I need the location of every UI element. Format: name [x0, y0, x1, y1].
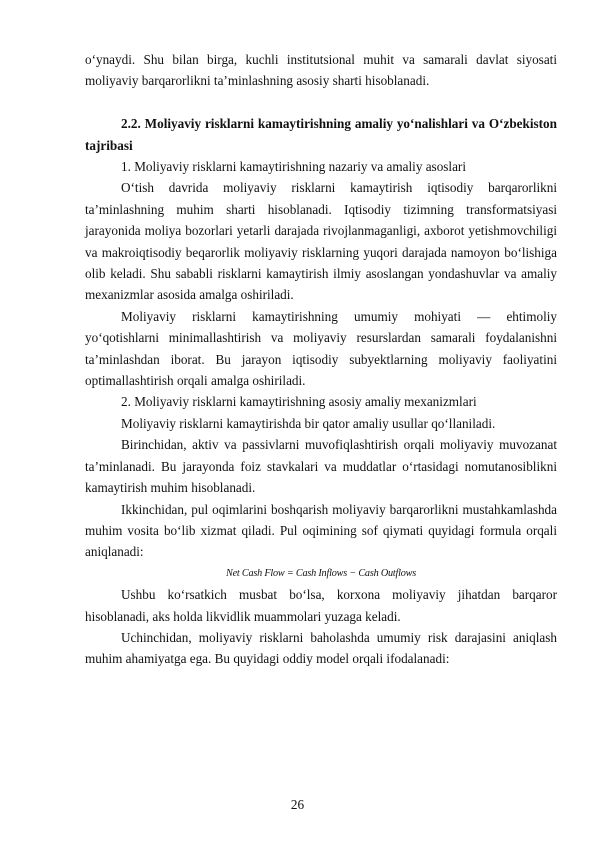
paragraph-6: Ushbu ko‘rsatkich musbat bo‘lsa, korxona moliyaviy jihatdan barqaror hisoblanadi, aks holda likvidlik muammolari yuzaga keladi. — [85, 587, 557, 624]
paragraph-3: Moliyaviy risklarni kamaytirishda bir qator amaliy usullar qo‘llaniladi. — [121, 415, 496, 431]
paragraph-continuation: o‘ynaydi. Shu bilan birga, kuchli institutsional muhit va samarali davlat siyosati moliyaviy barqarorlikni ta’minlashning asosiy sharti hisoblanadi. — [85, 52, 557, 89]
paragraph-1: O‘tish davrida moliyaviy risklarni kamaytirish iqtisodiy barqarorlikni ta’minlashning muhim sharti hisoblanadi. Iqtisodiy tizimning transformatsiyasi jarayonida moliya bozorlari yetarli darajada rivojlanmaganligi, axborot yetishmovchiligi va makroiqtisodiy beqarorlik moliyaviy risklarning yuqori darajada namoyon bo‘lishiga olib keladi. Shu sababli risklarni kamaytirish ilmiy asoslangan yondashuvlar va amaliy mexanizmlar asosida amalga oshiriladi. — [85, 180, 557, 303]
page-body — [85, 49, 557, 670]
paragraph-4: Birinchidan, aktiv va passivlarni muvofiqlashtirish orqali moliyaviy muvozanat ta’minlanadi. Bu jarayonda foiz stavkalari va muddatlar o‘rtasidagi nomutanosiblikni kamaytirish muhim hisoblanadi. — [85, 437, 557, 496]
page-number: 26 — [290, 797, 305, 812]
blank-line — [85, 92, 557, 113]
paragraph-5: Ikkinchidan, pul oqimlarini boshqarish moliyaviy barqarorlikni mustahkamlashda muhim vosita bo‘lib xizmat qiladi. Pul oqimining sof qiymati quyidagi formula orqali aniqlanadi: — [85, 501, 557, 560]
paragraph-2: Moliyaviy risklarni kamaytirishning umumiy mohiyati — ehtimoliy yo‘qotishlarni minimallashtirish va moliyaviy resurslardan samarali foydalanishni ta’minlashdan iborat. Bu jarayon iqtisodiy subyektlarning moliyaviy faoliyatini optimallashtirish orqali amalga oshiriladi. — [85, 308, 557, 389]
section-heading: 2.2. Moliyaviy risklarni kamaytirishning amaliy yo‘nalishlari va O‘zbekiston tajribasi — [85, 116, 557, 153]
subheading-1: 1. Moliyaviy risklarni kamaytirishning nazariy va amaliy asoslari — [121, 159, 466, 175]
paragraph-7: Uchinchidan, moliyaviy risklarni baholashda umumiy risk darajasini aniqlash muhim ahamiyatga ega. Bu quyidagi oddiy model orqali ifodalanadi: — [85, 629, 557, 667]
formula: Net Cash Flow = Cash Inflows − Cash Outflows — [225, 567, 417, 579]
subheading-2: 2. Moliyaviy risklarni kamaytirishning asosiy amaliy mexanizmlari — [121, 394, 477, 410]
